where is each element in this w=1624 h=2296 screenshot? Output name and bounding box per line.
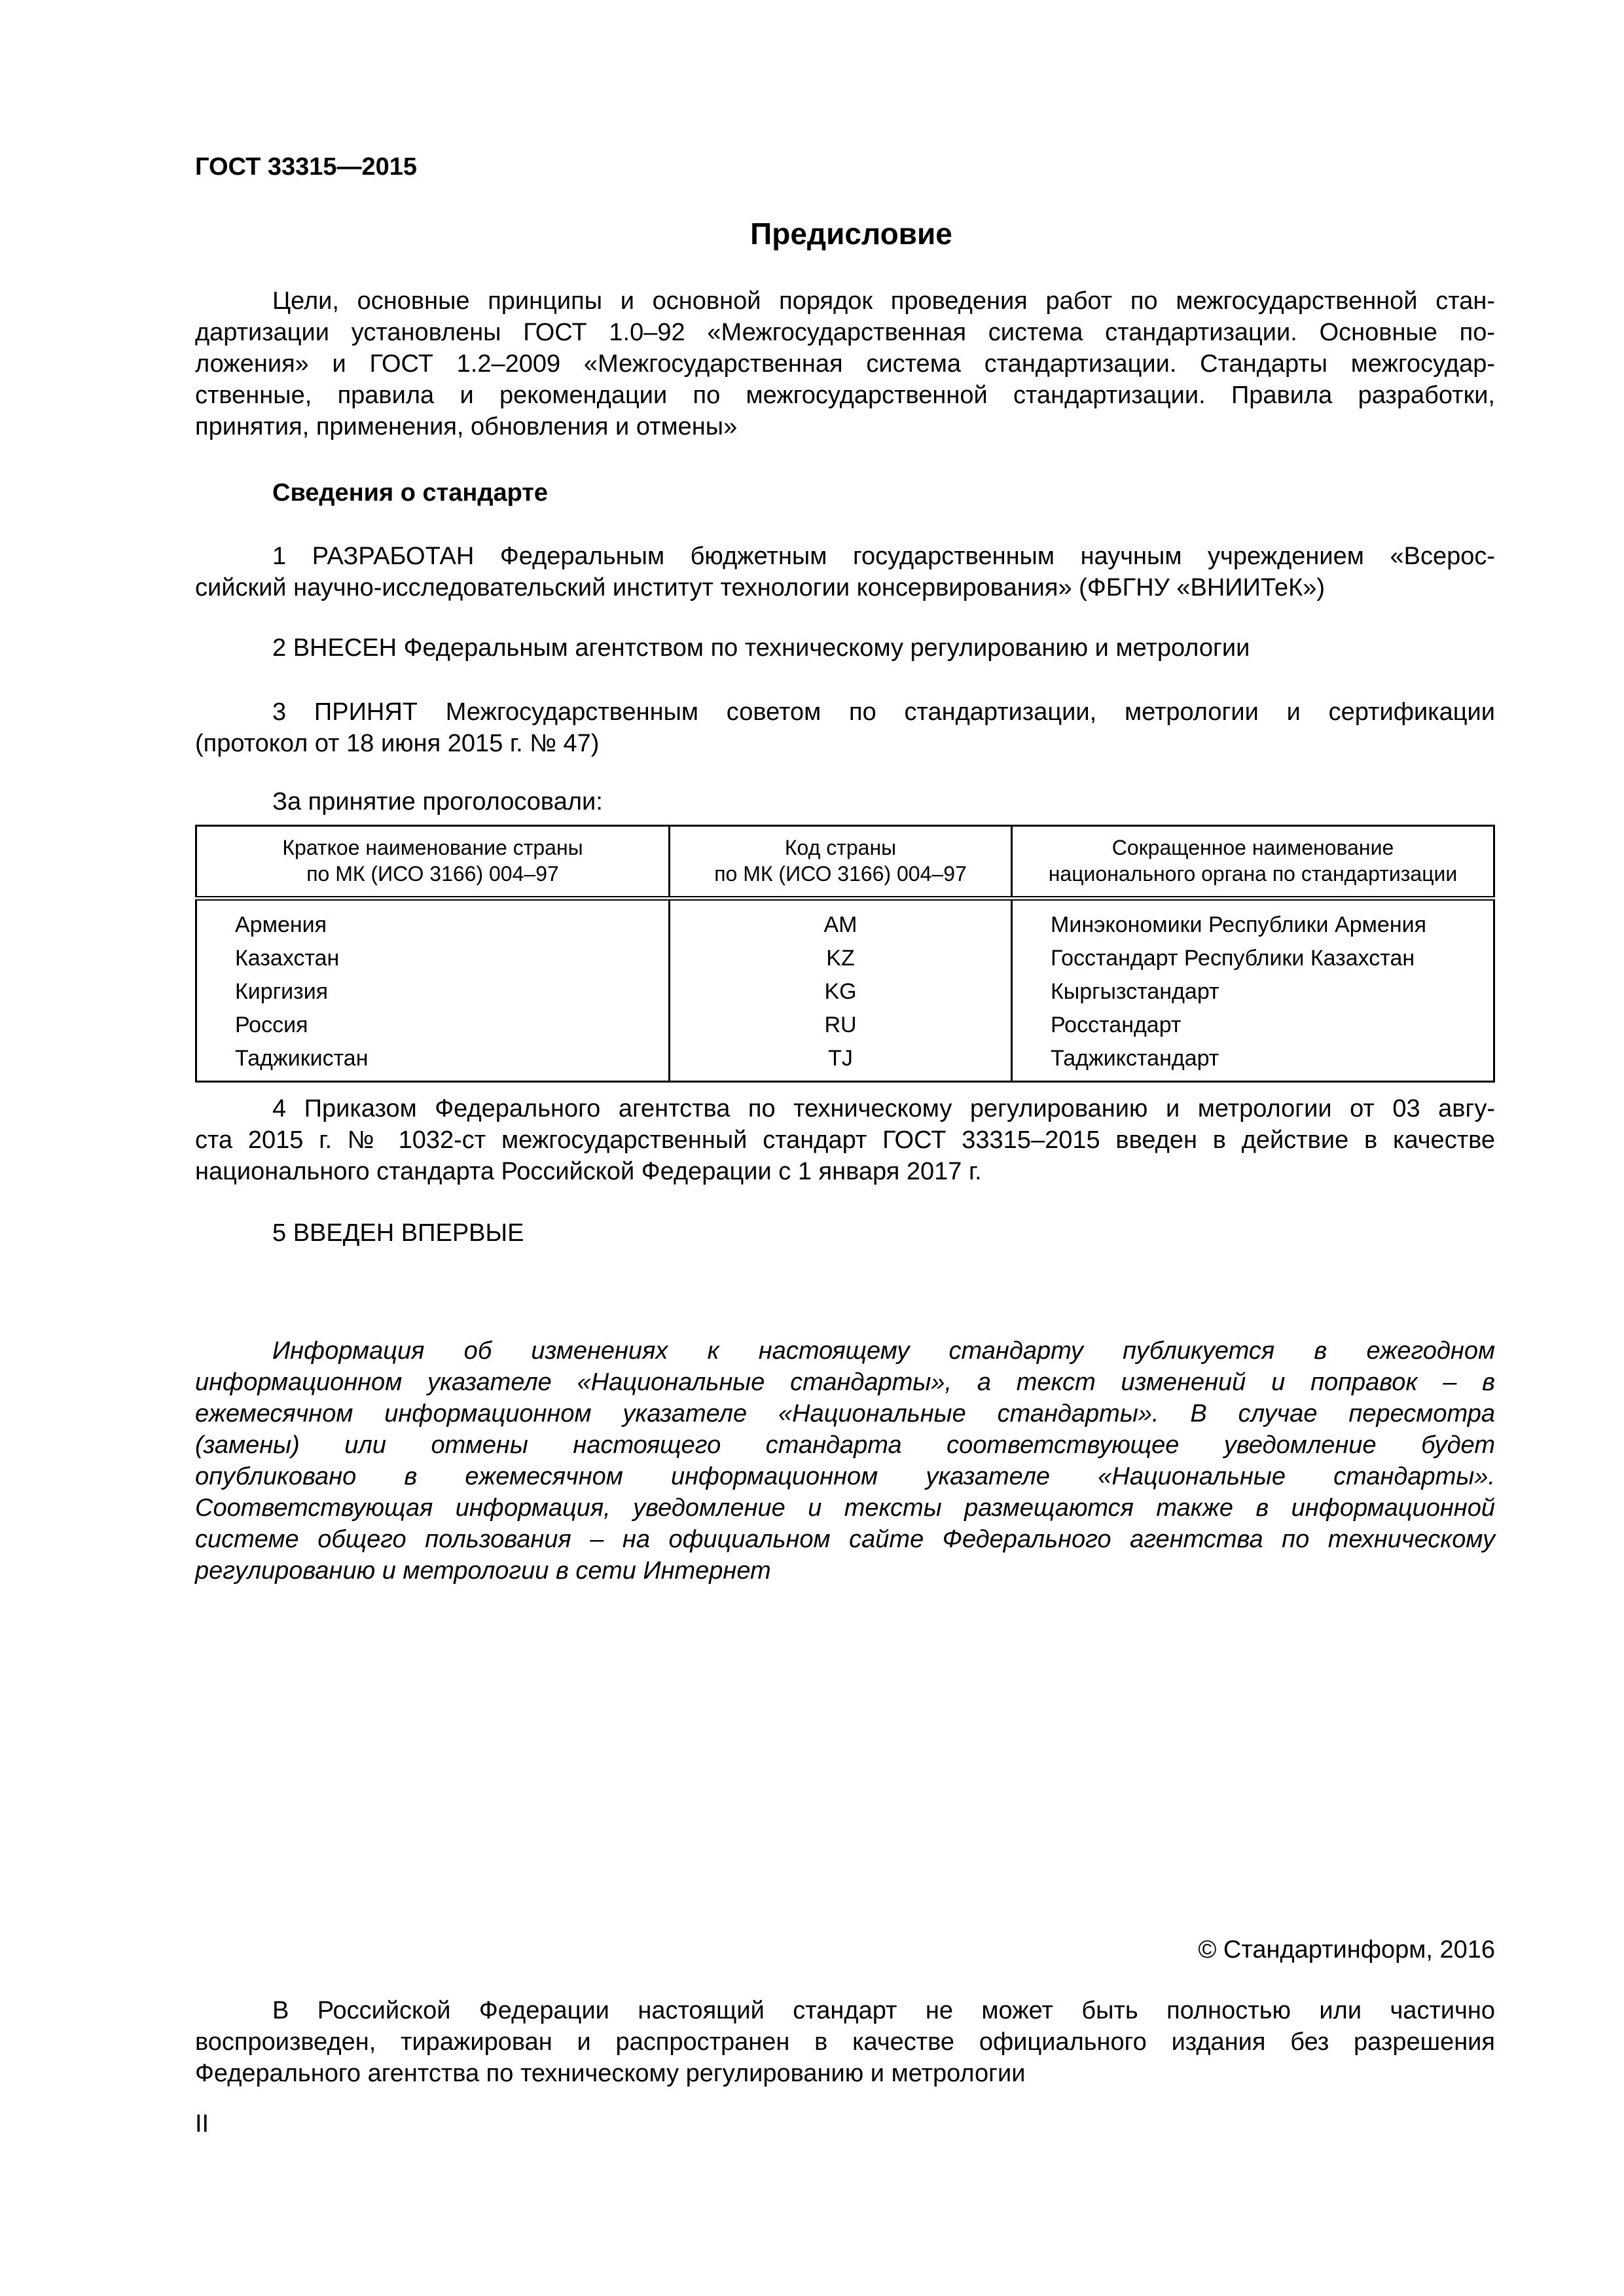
- table-header-row: [196, 826, 1494, 899]
- code-cell: RU: [670, 1009, 1012, 1042]
- rights-paragraph: [195, 1995, 1495, 2089]
- info-line: опубликовано в ежемесячном информационном указателе «Национальные стандарты».: [195, 1463, 1495, 1490]
- intro-line: дартизации установлены ГОСТ 1.0–92 «Межгосударственная система стандартизации. Основные по-: [195, 319, 1495, 346]
- document-header: ГОСТ 33315—2015: [195, 153, 418, 181]
- item-1-line: 1 РАЗРАБОТАН Федеральным бюджетным государственным научным учреждением «Всерос-: [272, 543, 1495, 570]
- info-line: (замены) или отмены настоящего стандарта соответствующее уведомление будет: [195, 1431, 1495, 1459]
- item-5-paragraph: [195, 1217, 1495, 1249]
- country-cell: Таджикистан: [235, 1046, 369, 1071]
- intro-paragraph: [195, 285, 1495, 442]
- page-number: II: [195, 2110, 209, 2138]
- table-row: [196, 975, 1494, 1009]
- info-line: Информация об изменениях к настоящему стандарту публикуется в ежегодном: [272, 1337, 1495, 1365]
- info-line: системе общего пользования – на официальном сайте Федерального агентства по техническому: [195, 1526, 1495, 1553]
- table-row: [196, 942, 1494, 975]
- column-header-code: Код страны по МК (ИСО 3166) 004–97: [670, 826, 1012, 899]
- country-cell: Армения: [235, 912, 327, 937]
- body-cell: Таджикстандарт: [1012, 1042, 1494, 1082]
- country-cell: Киргизия: [235, 979, 329, 1004]
- body-cell: Госстандарт Республики Казахстан: [1012, 942, 1494, 975]
- body-cell: Минэкономики Республики Армения: [1012, 899, 1494, 942]
- amendments-info-paragraph: [195, 1335, 1495, 1587]
- table-row: [196, 1009, 1494, 1042]
- rights-line: воспроизведен, тиражирован и распространен в качестве официального издания без разрешения: [195, 2028, 1495, 2056]
- rights-line: Федерального агентства по техническому регулированию и метрологии: [195, 2060, 1026, 2087]
- item-4-line: 4 Приказом Федерального агентства по техническому регулированию и метрологии от 03 авгу-: [272, 1095, 1495, 1122]
- body-cell: Росстандарт: [1012, 1009, 1494, 1042]
- item-1-paragraph: [195, 541, 1495, 603]
- section-subheading: Сведения о стандарте: [272, 479, 549, 507]
- code-cell: AM: [670, 899, 1012, 942]
- code-cell: TJ: [670, 1042, 1012, 1082]
- item-2-paragraph: [195, 632, 1495, 664]
- copyright-notice: © Стандартинформ, 2016: [1198, 1936, 1495, 1964]
- intro-line: ложения» и ГОСТ 1.2–2009 «Межгосударственная система стандартизации. Стандарты межгосудар-: [195, 350, 1495, 378]
- table-row: [196, 1042, 1494, 1082]
- item-4-paragraph: [195, 1093, 1495, 1187]
- table-row: [196, 899, 1494, 942]
- item-2-line: 2 ВНЕСЕН Федеральным агентством по техническому регулированию и метрологии: [272, 634, 1250, 662]
- item-4-line: ста 2015 г. № 1032-ст межгосударственный стандарт ГОСТ 33315–2015 введен в действие в качестве: [195, 1126, 1495, 1154]
- info-line: регулированию и метрологии в сети Интернет: [195, 1557, 771, 1585]
- intro-line: принятия, применения, обновления и отмены»: [195, 413, 738, 440]
- item-3-line: 3 ПРИНЯТ Межгосударственным советом по стандартизации, метрологии и сертификации: [272, 698, 1495, 726]
- country-cell: Казахстан: [235, 946, 340, 971]
- intro-line: ственные, правила и рекомендации по межгосударственной стандартизации. Правила разработки,: [195, 382, 1495, 409]
- item-3-paragraph: [195, 696, 1495, 759]
- intro-line: Цели, основные принципы и основной порядок проведения работ по межгосударственной стан-: [272, 287, 1495, 315]
- info-line: ежемесячном информационном указателе «Национальные стандарты». В случае пересмотра: [195, 1400, 1495, 1427]
- code-cell: KZ: [670, 942, 1012, 975]
- voted-label: За принятие проголосовали:: [272, 788, 603, 816]
- item-3-line: (протокол от 18 июня 2015 г. № 47): [195, 730, 600, 757]
- rights-line: В Российской Федерации настоящий стандарт не может быть полностью или частично: [272, 1997, 1495, 2024]
- info-line: Соответствующая информация, уведомление и тексты размещаются также в информационной: [195, 1494, 1495, 1522]
- country-cell: Россия: [235, 1013, 308, 1037]
- member-countries-table: [195, 825, 1495, 1083]
- page-title: Предисловие: [750, 217, 952, 251]
- code-cell: KG: [670, 975, 1012, 1009]
- column-header-body: Сокращенное наименование национального органа по стандартизации: [1012, 826, 1494, 899]
- info-line: информационном указателе «Национальные стандарты», а текст изменений и поправок – в: [195, 1369, 1495, 1396]
- item-1-line: сийский научно-исследовательский институт технологии консервирования» (ФБГНУ «ВНИИТеК»): [195, 574, 1326, 601]
- item-5-line: 5 ВВЕДЕН ВПЕРВЫЕ: [272, 1219, 524, 1247]
- body-cell: Кыргызстандарт: [1012, 975, 1494, 1009]
- column-header-country: Краткое наименование страны по МК (ИСО 3166) 004–97: [196, 826, 670, 899]
- item-4-line: национального стандарта Российской Федерации с 1 января 2017 г.: [195, 1158, 982, 1185]
